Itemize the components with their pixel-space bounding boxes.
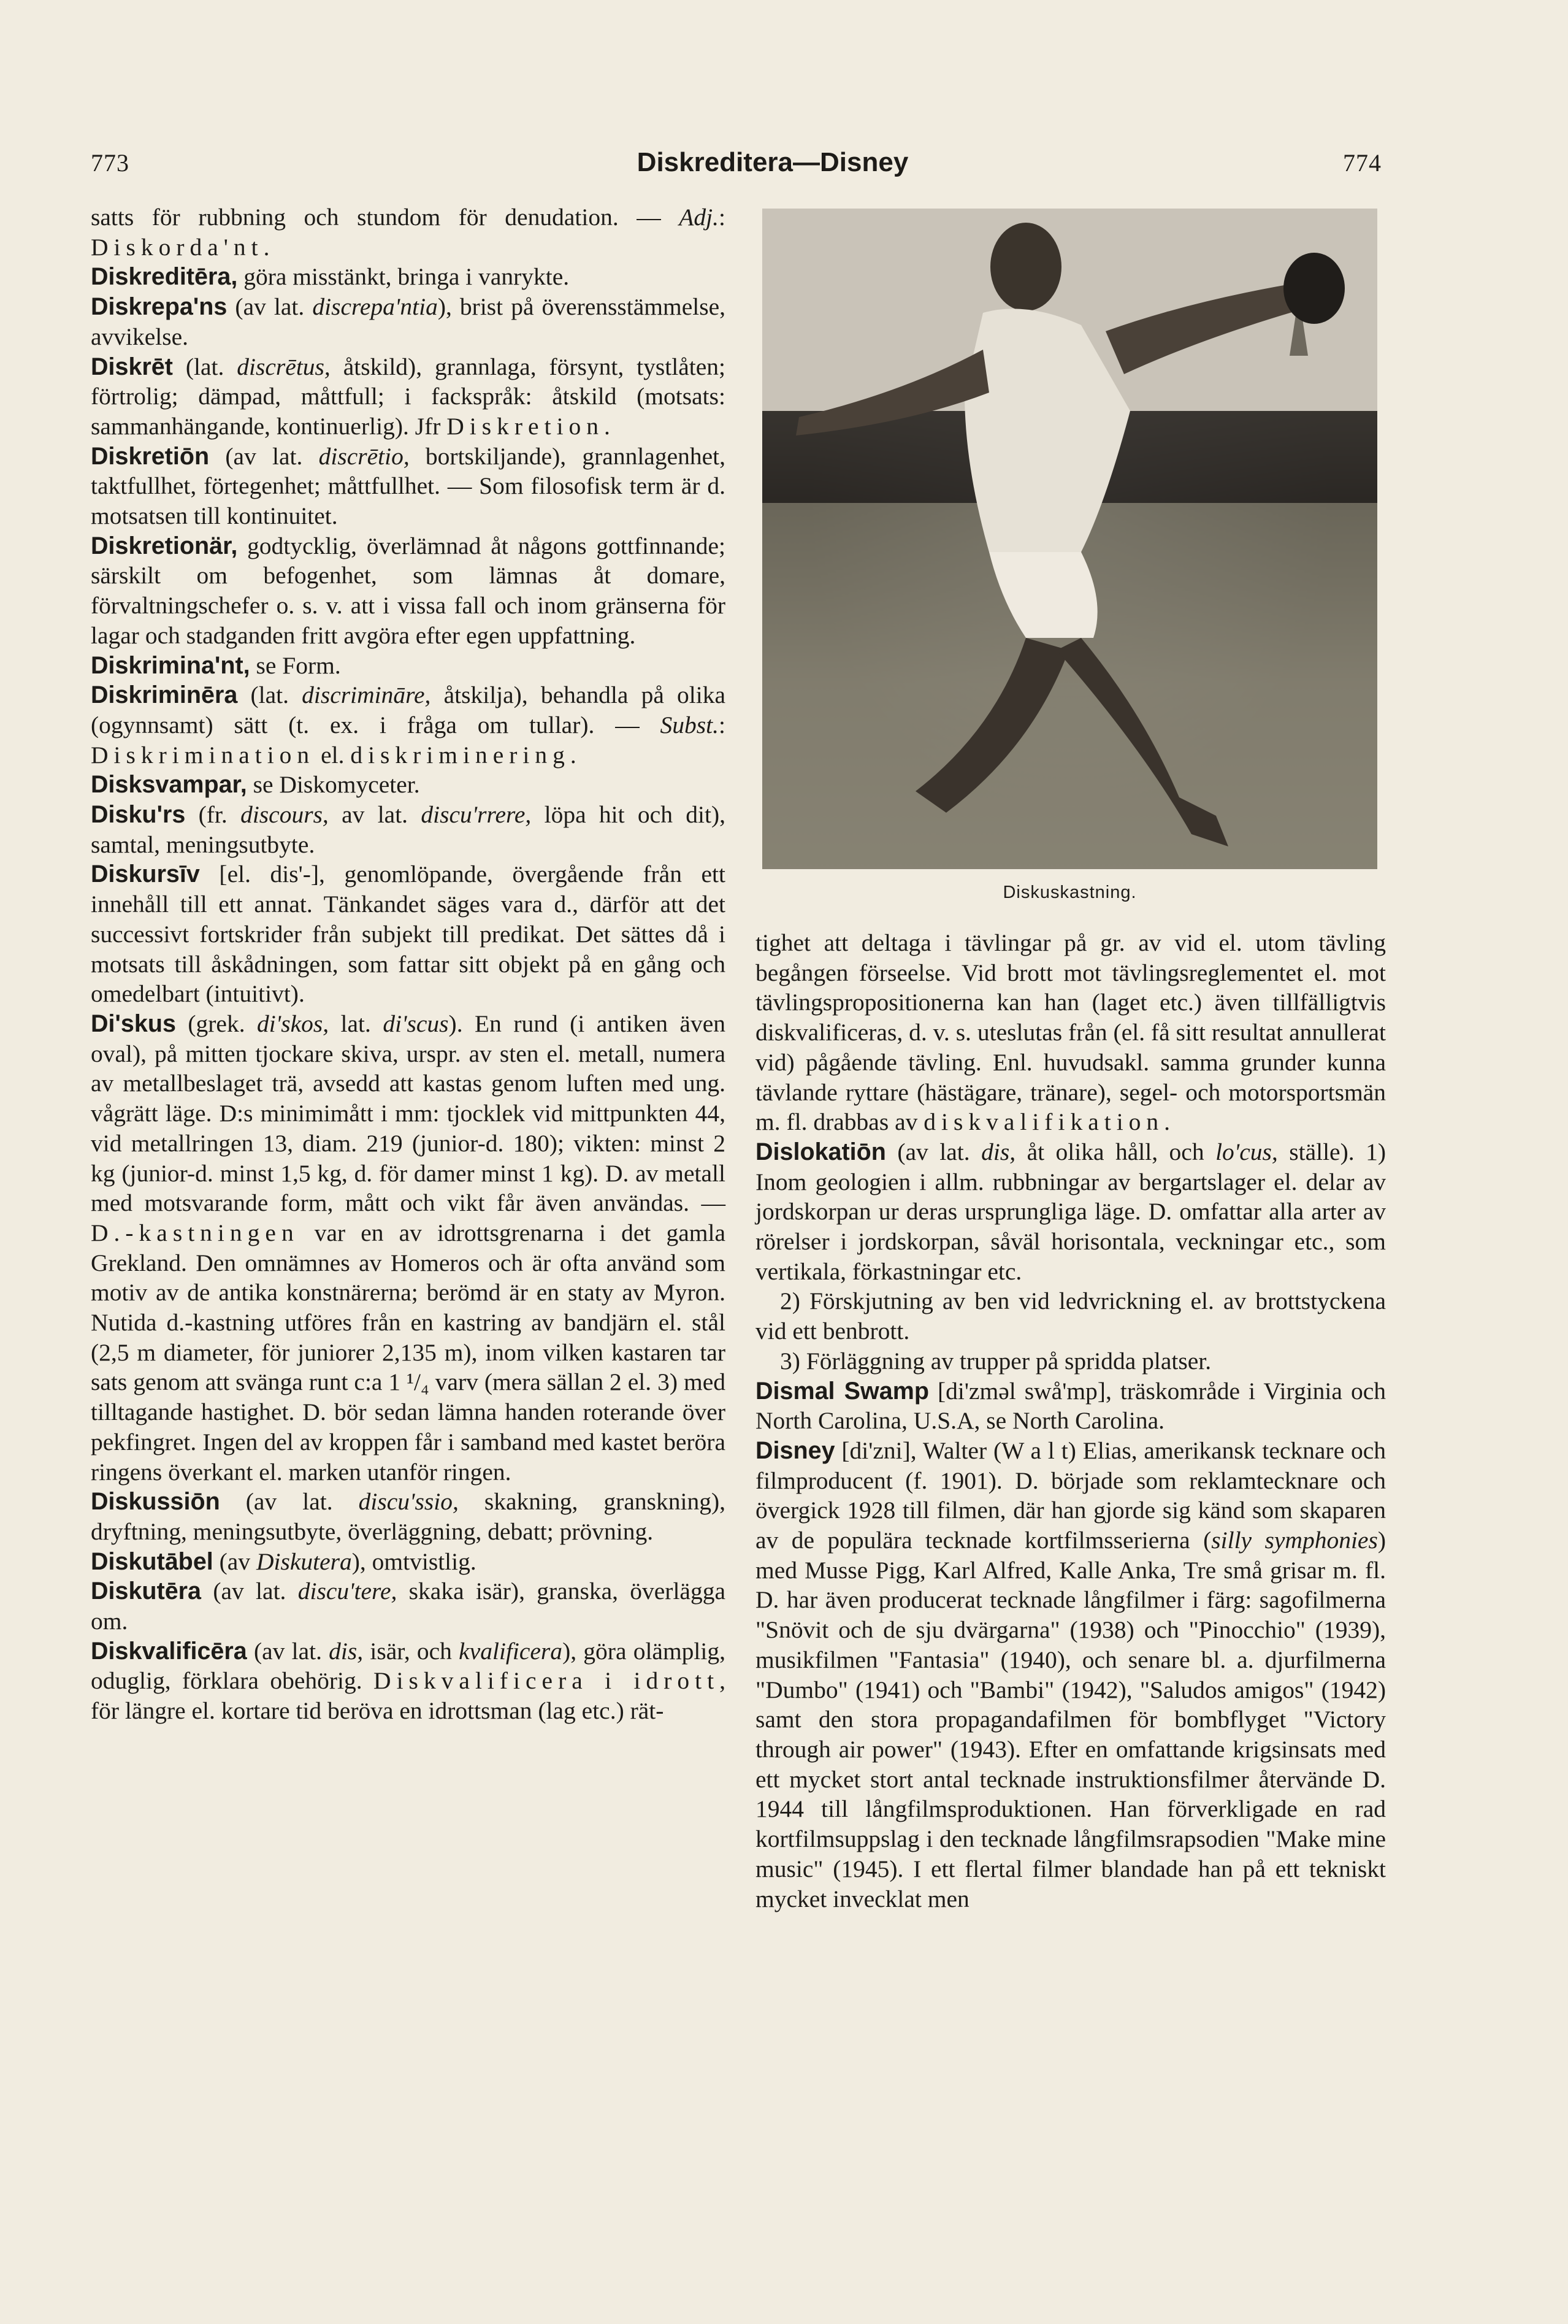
italic-term: discrepa'ntia <box>312 293 438 321</box>
entry-text: satts för rubbning och stundom för denudation. — <box>91 204 679 231</box>
entry-text: (av lat. <box>885 1138 982 1165</box>
entry-text: åtskilja), behandla på olika (ogynnsamt) sätt (t. ex. i fråga om tullar). — <box>91 681 725 738</box>
entry-text: skakning, granskning), dryftning, meningsutbyte, överläggning, debatt; prövning. <box>91 1488 725 1545</box>
headword: Diskreditēra, <box>91 263 238 291</box>
entry-text: (av <box>213 1547 256 1575</box>
entry-text: (fr. <box>185 801 241 829</box>
italic-term: Subst. <box>660 711 719 738</box>
italic-term: discu'ssio, <box>358 1488 459 1516</box>
entry-text: se Form. <box>250 651 341 679</box>
dictionary-entry <box>91 1576 725 1636</box>
dictionary-entry <box>91 262 725 292</box>
headword: Disku'rs <box>91 801 186 829</box>
headword: Disksvampar, <box>91 771 247 799</box>
dictionary-entry <box>91 800 725 859</box>
spaced-term: Diskretion <box>446 412 605 440</box>
entry-text: göra misstänkt, bringa i vanrykte. <box>237 263 570 291</box>
italic-term: discrimināre, <box>302 681 431 709</box>
italic-term: silly symphonies <box>1211 1527 1378 1554</box>
dictionary-entry <box>91 1636 725 1726</box>
entry-text: (av lat. <box>227 293 313 321</box>
headword: Diskutēra <box>91 1578 202 1605</box>
entry-text: [di'zməl swå'mp], träskområde i Virginia och North Carolina, U.S.A, se North Carolina. <box>755 1377 1386 1435</box>
dictionary-entry <box>755 1137 1386 1287</box>
italic-term: dis, <box>981 1138 1016 1165</box>
entry-text: 3) Förläggning av trupper på spridda platser. <box>780 1347 1212 1375</box>
spaced-term: Diskvalificera i idrott <box>373 1667 720 1695</box>
right-page-number: 774 <box>1343 149 1382 177</box>
headword: Diskretionär, <box>91 532 238 559</box>
headword: Diskussiōn <box>91 1488 220 1516</box>
dictionary-entry <box>91 352 725 442</box>
entry-text: : <box>719 204 725 231</box>
entry-text: , för längre el. kortare tid beröva en idrottsman (lag etc.) rät- <box>91 1667 725 1725</box>
entry-text: [el. dis'-], genomlöpande, övergående från ett innehåll till ett annat. Tänkandet säges vara d., därför att det successivt fortskrider från subjekt till predikat. Det sättes då i motsats till åskådningen, som fattar sitt objekt på en gång och omedelbart (intuitivt). <box>91 861 725 1008</box>
dictionary-entry <box>91 651 725 681</box>
entry-text: lat. <box>329 1010 383 1037</box>
italic-term: lo'cus, <box>1215 1138 1278 1165</box>
entry-text: (av lat. <box>201 1578 298 1605</box>
dictionary-entry <box>91 292 725 351</box>
right-column <box>755 928 1386 1914</box>
italic-term: kvalificera <box>459 1637 563 1665</box>
entry-text: bortskiljande), grannlagenhet, taktfullhet, förtegenhet; måttfullhet. — Som filosofisk term är d. motsatsen till kontinuitet. <box>91 442 725 530</box>
headword: Diskutābel <box>91 1547 213 1575</box>
headword: Diskrimina'nt, <box>91 651 250 679</box>
entry-text: 2) Förskjutning av ben vid ledvrickning el. av brottstyckena vid ett benbrott. <box>755 1287 1386 1345</box>
italic-term: dis, <box>329 1637 364 1665</box>
dictionary-entry <box>91 770 725 800</box>
spaced-term: D.-kastningen <box>91 1219 299 1246</box>
dictionary-entry <box>91 680 725 770</box>
running-head: Diskreditera—Disney <box>637 147 909 177</box>
entry-text: av lat. <box>328 801 421 829</box>
entry-text: (lat. <box>172 353 237 380</box>
headword: Diskretiōn <box>91 442 210 470</box>
dictionary-entry <box>755 1436 1386 1914</box>
italic-term: Adj. <box>679 204 719 231</box>
entry-text: (lat. <box>237 681 302 709</box>
spaced-term: Diskrimination <box>91 741 315 769</box>
entry-text: (av lat. <box>220 1488 359 1516</box>
entry-text: isär, och <box>363 1637 459 1665</box>
entry-text: löpa hit och dit), samtal, meningsutbyte. <box>91 801 725 858</box>
entry-text: [di'zni], Walter (W a l t) Elias, amerikansk tecknare och filmproducent (f. 1901). D. började som reklamtecknare och övergick 1928 till filmen, där han gjorde sig känd som skaparen av de populära tecknade kortfilmsserierna ( <box>755 1436 1386 1554</box>
italic-term: discrētio, <box>318 442 410 470</box>
photo-caption: Diskuskastning. <box>1003 883 1137 902</box>
entry-text: . <box>570 741 576 769</box>
dictionary-entry <box>91 442 725 531</box>
spaced-term: diskvalifikation <box>924 1108 1165 1136</box>
entry-text: . <box>604 412 610 440</box>
entry-text: tighet att deltaga i tävlingar på gr. av vid el. utom tävling begången förseelse. Vid brott mot tävlingsreglementet el. mot tävlingspropositionerna kan han (laget etc.) även tillfälligtvis diskvalificeras, d. v. s. uteslutas från (el. få sitt resultat annullerat vid) pågående tävling. Enl. huvudsakl. samma grunder kunna tävlande ryttare (hästägare, tränare), segel- och motorsportsmän m. fl. drabbas av <box>755 929 1386 1136</box>
discus-thrower-photo <box>762 209 1377 869</box>
entry-text: se Diskomyceter. <box>247 771 420 799</box>
dictionary-entry <box>755 1376 1386 1436</box>
headword: Disney <box>755 1436 835 1464</box>
left-page-number: 773 <box>91 149 129 177</box>
headword: Di'skus <box>91 1010 176 1037</box>
entry-text: åt olika håll, och <box>1015 1138 1216 1165</box>
headword: Diskvalificēra <box>91 1637 247 1665</box>
entry-text: : <box>719 711 725 738</box>
entry-text: el. <box>315 741 351 769</box>
entry-text: ) med Musse Pigg, Karl Alfred, Kalle Anka, Tre små grisar m. fl. D. har även producerat tecknade långfilmer i färg: sagofilmerna "Snövit och de sju dvärgarna" (1938) och "Pinocchio" (1939), musikfilmen "Fantasia" (1940), och senare bl. a. djurfilmerna "Dumbo" (1941) och "Bambi" (1942), "Saludos amigos" (1942) samt den stora propagandafilmen för bombflyget "Victory through air power" (1943). Efter en omfattande krigsinsats med ett mycket stort antal tecknade instruktionsfilmer återvände D. 1944 till långfilmsproduktionen. Han förverkligade en rad kortfilmsuppslag i den tecknade långfilmsrapsodien "Make mine music" (1945). I ett flertal filmer blandade han på ett tekniskt mycket invecklat men <box>755 1527 1386 1912</box>
italic-term: discrētus, <box>237 353 331 380</box>
dictionary-entry <box>91 1547 725 1577</box>
italic-term: di'skos, <box>257 1010 329 1037</box>
entry-text: . <box>263 233 270 261</box>
headword: Diskrepa'ns <box>91 293 228 321</box>
headword: Diskursīv <box>91 861 200 888</box>
entry-text: (av lat. <box>209 442 319 470</box>
spaced-term: Diskorda'nt <box>91 233 264 261</box>
headword: Diskriminēra <box>91 681 238 709</box>
headword: Dismal Swamp <box>755 1377 929 1405</box>
entry-text: skaka isär), granska, överlägga om. <box>91 1578 725 1635</box>
italic-term: discours, <box>240 801 329 829</box>
dictionary-entry <box>91 1487 725 1546</box>
entry-text: ), brist på överensstämmelse, avvikelse. <box>91 293 725 350</box>
entry-text: ställe). 1) Inom geologien i allm. rubbningar av bergartslager el. delar av jordskorpan ur deras ursprungliga läge. D. omfattar alla arter av rörelser i jordskorpan, såväl horisontala, veckningar etc., som vertikala, förkastningar etc. <box>755 1138 1386 1285</box>
italic-term: discu'rrere, <box>421 801 532 829</box>
headword: Dislokatiōn <box>755 1138 886 1165</box>
italic-term: discu'tere, <box>297 1578 397 1605</box>
entry-text: ), omtvistlig. <box>351 1547 476 1575</box>
entry-text: (grek. <box>175 1010 258 1037</box>
dictionary-entry <box>91 1009 725 1487</box>
dictionary-entry <box>755 928 1386 1137</box>
entry-text: ). En rund (i antiken även oval), på mitten tjockare skiva, urspr. av sten el. metall, numera av metallbeslaget trä, avsedd att kastas genom luften med ung. vågrätt läge. D:s minimimått i mm: tjocklek vid mittpunkten 44, vid metallringen 13, diam. 219 (junior-d. 180); vikten: minst 2 kg (junior-d. minst 1,5 kg, d. för damer minst 1 kg). D. av metall med motsvarande form, mått och vikt får även användas. — <box>91 1010 725 1217</box>
photo-illustration <box>762 209 1377 869</box>
entry-text: godtycklig, överlämnad åt någons gottfinnande; särskilt om befogenhet, som lämnas åt domare, förvaltningschefer o. s. v. att i vissa fall och inom gränserna för lagar och stadganden fritt avgöra efter egen uppfattning. <box>91 532 725 649</box>
dictionary-entry <box>755 1346 1386 1376</box>
italic-term: Diskutera <box>256 1547 352 1575</box>
dictionary-entry <box>755 1286 1386 1346</box>
entry-text: ), göra olämplig, oduglig, förklara obehörig. <box>91 1637 726 1695</box>
headword: Diskrēt <box>91 353 173 380</box>
entry-text: (av lat. <box>247 1637 329 1665</box>
entry-text: . <box>1164 1108 1171 1136</box>
italic-term: di'scus <box>383 1010 449 1037</box>
entry-text: åtskild), grannlaga, försynt, tystlåten; förtrolig; dämpad, måttfull; i fackspråk: åtskild (motsats: sammanhängande, kontinuerlig). Jfr <box>91 353 725 440</box>
left-column <box>91 202 725 1726</box>
spaced-term: diskriminering <box>350 741 570 769</box>
entry-text: var en av idrottsgrenarna i det gamla Grekland. Den omnämnes av Homeros och är ofta använd som motiv av de antika konstnärerna; berömd är en staty av Myron. Nutida d.-kastning utföres från en kastring av bandjärn el. stål (2,5 m diameter, för juniorer 2,135 m), inom vilken kastaren tar sats genom att svänga runt c:a 1 ¹/₄ varv (mera sällan 2 el. 3) med tilltagande hastighet. D. bör sedan lämna handen roterande över pekfingret. Ingen del av kroppen får i samband med kastet beröra ringens överkant el. marken utanför ringen. <box>91 1219 725 1486</box>
dictionary-entry <box>91 859 725 1009</box>
dictionary-entry <box>91 202 725 262</box>
dictionary-entry <box>91 531 725 651</box>
